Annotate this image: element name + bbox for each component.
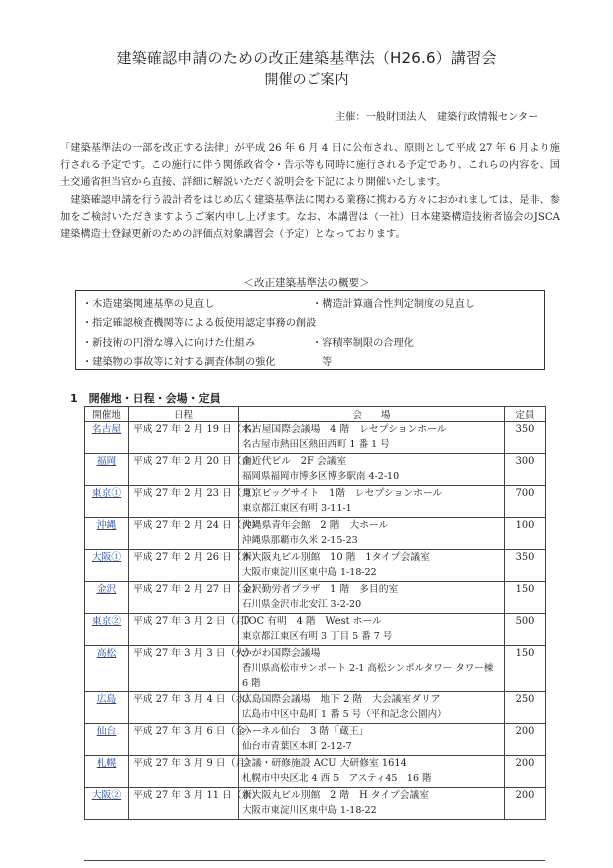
venue-name: 南近代ビル 2F 会議室 xyxy=(242,456,347,467)
capacity-cell: 350 xyxy=(505,422,546,454)
capacity-cell: 200 xyxy=(505,756,546,788)
city-link[interactable]: 仙台 xyxy=(96,726,117,737)
capacity-cell: 300 xyxy=(505,454,546,486)
city-link[interactable]: 金沢 xyxy=(96,584,117,595)
table-row xyxy=(85,614,546,646)
table-row xyxy=(85,454,546,486)
table-row xyxy=(85,692,546,724)
table-row xyxy=(85,550,546,582)
venue-address: 福岡県福岡市博多区博多駅南 4-2-10 xyxy=(242,471,400,482)
section-heading: 1 開催地・日程・会場・定員 xyxy=(70,392,221,405)
capacity-cell: 100 xyxy=(505,518,546,550)
city-cell xyxy=(85,756,129,788)
column-header: 開催地 xyxy=(85,407,129,422)
summary-item: 等 xyxy=(322,357,333,368)
venue-name: 東京ビッグサイト 1階 レセプションホール xyxy=(242,488,443,499)
venue-cell xyxy=(239,788,505,820)
venue-name: TOC 有明 4 階 West ホール xyxy=(242,616,382,627)
table-row xyxy=(85,756,546,788)
city-cell xyxy=(85,724,129,756)
venue-address: 香川県高松市サンポート 2-1 高松シンボルタワー タワー棟 6 階 xyxy=(242,663,494,689)
summary-item: ・建築物の事故等に対する調査体制の強化 xyxy=(82,357,276,368)
schedule-table xyxy=(84,406,546,820)
table-row xyxy=(85,582,546,614)
venue-cell xyxy=(239,582,505,614)
city-cell xyxy=(85,486,129,518)
venue-address: 沖縄県那覇市久米 2-15-23 xyxy=(242,535,358,546)
city-link[interactable]: 広島 xyxy=(96,694,117,705)
summary-item: ・容積率制限の合理化 xyxy=(312,338,414,349)
venue-address: 札幌市中央区北 4 西 5 アスティ45 16 階 xyxy=(242,773,432,784)
document-title: 建築確認申請のための改正建築基準法（H26.6）講習会 xyxy=(116,49,497,67)
capacity-cell: 200 xyxy=(505,788,546,820)
table-row xyxy=(85,422,546,454)
summary-item: ・新技術の円滑な導入に向けた仕組み xyxy=(82,338,256,349)
venue-address: 東京都江東区有明 3 丁目 5 番 7 号 xyxy=(242,631,393,642)
table-row xyxy=(85,486,546,518)
table-header-row xyxy=(85,407,546,422)
date-cell: 平成 27 年 3 月 3 日（火） xyxy=(129,646,239,692)
date-cell: 平成 27 年 2 月 24 日（火） xyxy=(129,518,239,550)
city-cell xyxy=(85,422,129,454)
city-link[interactable]: 福岡 xyxy=(96,456,117,467)
venue-name: 会議・研修施設 ACU 大研修室 1614 xyxy=(242,758,407,769)
city-link[interactable]: 高松 xyxy=(96,648,117,659)
column-header: 会 場 xyxy=(239,407,505,422)
document-subtitle: 開催のご案内 xyxy=(264,72,349,88)
venue-name: 新大阪丸ビル別館 2 階 H タイプ会議室 xyxy=(242,790,430,801)
date-cell: 平成 27 年 2 月 19 日（木） xyxy=(129,422,239,454)
venue-address: 石川県金沢市北安江 3-2-20 xyxy=(242,599,362,610)
date-cell: 平成 27 年 3 月 2 日（月） xyxy=(129,614,239,646)
city-cell xyxy=(85,788,129,820)
city-cell xyxy=(85,646,129,692)
date-cell: 平成 27 年 3 月 11 日（水） xyxy=(129,788,239,820)
city-link[interactable]: 札幌 xyxy=(96,758,117,769)
table-row xyxy=(85,518,546,550)
venue-name: かがわ国際会議場 xyxy=(242,648,321,659)
intro-text xyxy=(60,140,560,243)
organizer: 主催：一般財団法人 建築行政情報センター xyxy=(335,112,539,123)
venue-name: 新大阪丸ビル別館 10 階 1タイプ会議室 xyxy=(242,552,430,563)
city-cell xyxy=(85,454,129,486)
table-row xyxy=(85,788,546,820)
venue-name: 金沢勤労者プラザ 1 階 多目的室 xyxy=(242,584,399,595)
date-cell: 平成 27 年 2 月 27 日（金） xyxy=(129,582,239,614)
venue-address: 名古屋市熱田区熱田西町 1 番 1 号 xyxy=(242,439,390,450)
summary-item: ・構造計算適合性判定制度の見直し xyxy=(312,299,475,310)
date-cell: 平成 27 年 3 月 6 日（金） xyxy=(129,724,239,756)
venue-cell xyxy=(239,486,505,518)
capacity-cell: 500 xyxy=(505,614,546,646)
venue-cell xyxy=(239,692,505,724)
city-link[interactable]: 大阪② xyxy=(91,790,122,801)
capacity-cell: 250 xyxy=(505,692,546,724)
venue-address: 東京都江東区有明 3-11-1 xyxy=(242,503,352,514)
venue-cell xyxy=(239,646,505,692)
venue-address: 大阪市東淀川区東中島 1-18-22 xyxy=(242,567,377,578)
city-link[interactable]: 東京① xyxy=(91,488,122,499)
venue-cell xyxy=(239,550,505,582)
capacity-cell: 150 xyxy=(505,582,546,614)
date-cell: 平成 27 年 3 月 4 日（水） xyxy=(129,692,239,724)
city-cell xyxy=(85,550,129,582)
date-cell: 平成 27 年 3 月 9 日（月） xyxy=(129,756,239,788)
venue-name: 沖縄県青年会館 2 階 大ホール xyxy=(242,520,389,531)
capacity-cell: 350 xyxy=(505,550,546,582)
summary-title: ＜改正建築基準法の概要＞ xyxy=(243,277,370,289)
capacity-cell: 700 xyxy=(505,486,546,518)
table-row xyxy=(85,646,546,692)
summary-item: ・木造建築関連基準の見直し xyxy=(82,299,215,310)
city-cell xyxy=(85,582,129,614)
intro-paragraph-2: 建築確認申請を行う設計者をはじめ広く建築基準法に関わる業務に携わる方々におかれましては、是非、参加をご検討いただきますようご案内申し上げます。なお、本講習は（一社）日本建築構造技術者協会のJSCA建築構造士登録更新のための評価点対象講習会（予定）となっております。 xyxy=(60,194,560,241)
venue-name: 名古屋国際会議場 4 階 レセプションホール xyxy=(242,424,447,435)
capacity-cell: 150 xyxy=(505,646,546,692)
venue-name: 広島国際会議場 地下 2 階 大会議室ダリア xyxy=(242,694,441,705)
date-cell: 平成 27 年 2 月 26 日（木） xyxy=(129,550,239,582)
column-header: 定員 xyxy=(505,407,546,422)
table-row xyxy=(85,724,546,756)
table-bottom-edge xyxy=(84,860,545,861)
date-cell: 平成 27 年 2 月 23 日（月） xyxy=(129,486,239,518)
city-link[interactable]: 名古屋 xyxy=(91,424,122,435)
venue-cell xyxy=(239,724,505,756)
venue-address: 広島市中区中島町 1 番 5 号（平和記念公園内） xyxy=(242,709,447,720)
city-cell xyxy=(85,614,129,646)
intro-paragraph-1: 「建築基準法の一部を改正する法律」が平成 26 年 6 月 4 日に公布され、原則として平成 27 年 6 月より施行される予定です。この施行に伴う関係政省令・告示等も同時に施行される予定であり、これらの内容を、国土交通省担当官から直接、詳細に解説いただく説明会を下記により開催いたします。 xyxy=(60,143,560,189)
venue-cell xyxy=(239,518,505,550)
venue-address: 大阪市東淀川区東中島 1-18-22 xyxy=(242,805,377,816)
venue-cell xyxy=(239,422,505,454)
summary-item: ・指定確認検査機関等による仮使用認定事務の創設 xyxy=(82,318,317,329)
city-link[interactable]: 沖縄 xyxy=(96,520,117,531)
city-cell xyxy=(85,518,129,550)
venue-cell xyxy=(239,756,505,788)
capacity-cell: 200 xyxy=(505,724,546,756)
city-link[interactable]: 大阪① xyxy=(91,552,122,563)
summary-box xyxy=(75,290,545,370)
city-cell xyxy=(85,692,129,724)
venue-cell xyxy=(239,454,505,486)
venue-name: ハーネル仙台 3 階「蔵王」 xyxy=(242,726,369,737)
date-cell: 平成 27 年 2 月 20 日（金） xyxy=(129,454,239,486)
venue-cell xyxy=(239,614,505,646)
venue-address: 仙台市青葉区本町 2-12-7 xyxy=(242,741,352,752)
city-link[interactable]: 東京② xyxy=(91,616,122,627)
column-header: 日程 xyxy=(129,407,239,422)
